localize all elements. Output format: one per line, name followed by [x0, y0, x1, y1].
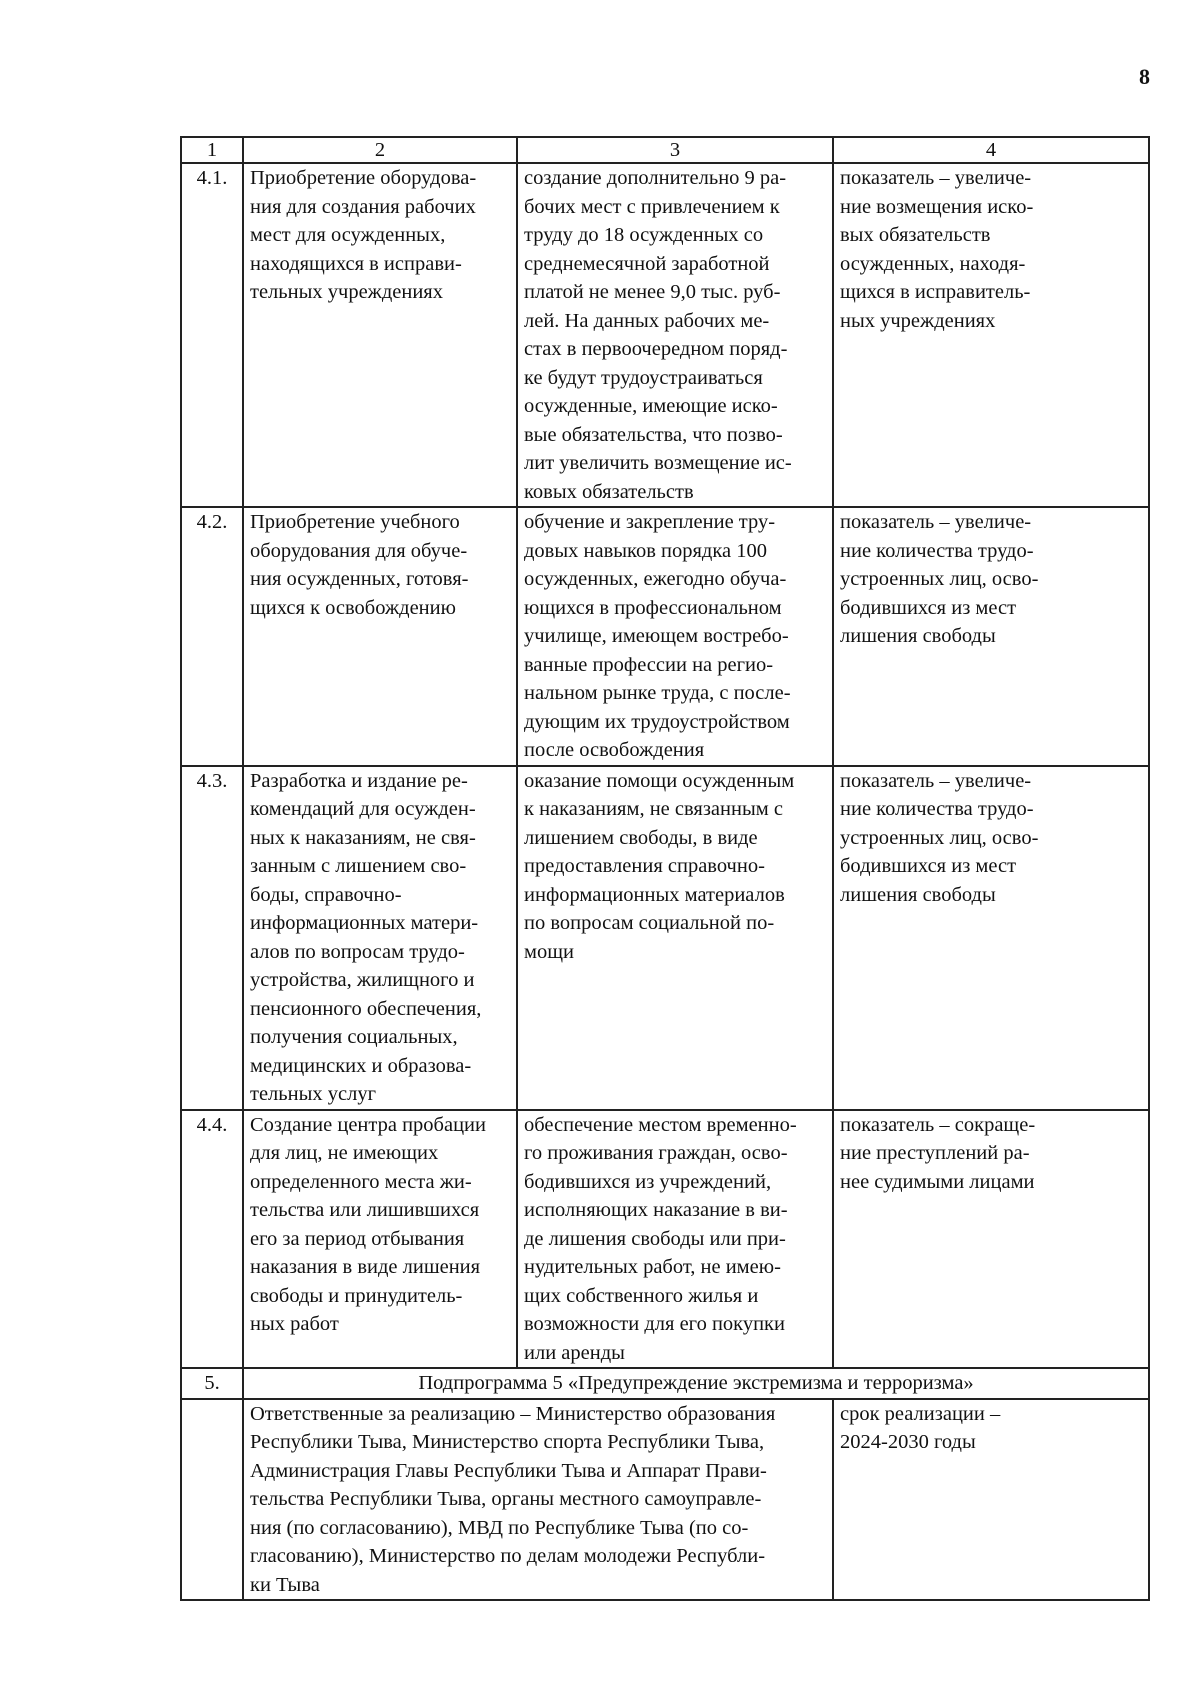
table-row: [181, 507, 1149, 766]
table-header-row: [181, 137, 1149, 163]
measure-name: Разработка и издание ре- комендаций для осужден- ных к наказаниям, не свя- занным с лишением сво- боды, справочно- информационных матери- алов по вопросам трудо- устройства, жилищного и пенсионного обеспечения, получения социальных, медицинских и образова- тельных услуг: [243, 766, 517, 1110]
page-number: 8: [1139, 64, 1150, 89]
measure-result: обеспечение местом временно- го проживания граждан, осво- бодившихся из учреждений, исполняющих наказание в ви- де лишения свободы или при- нудительных работ, не имею- щих собственного жилья и возможности для его покупки или аренды: [517, 1110, 833, 1369]
subprogram-responsible: Ответственные за реализацию – Министерство образования Республики Тыва, Министерство спорта Республики Тыва, Администрация Главы Республики Тыва и Аппарат Прави- тельства Республики Тыва, органы местного самоуправле- ния (по согласованию), МВД по Республике Тыва (по со- гласованию), Министерство по делам молодежи Республи- ки Тыва: [243, 1399, 833, 1601]
subprogram-term: срок реализации – 2024-2030 годы: [833, 1399, 1149, 1601]
measure-result: оказание помощи осужденным к наказаниям, не связанным с лишением свободы, в виде предоставления справочно- информационных материалов по вопросам социальной по- мощи: [517, 766, 833, 1110]
row-number: 4.3.: [181, 766, 243, 1110]
measure-name: Приобретение учебного оборудования для обуче- ния осужденных, готовя- щихся к освобождению: [243, 507, 517, 766]
measure-indicator: показатель – увеличе- ние количества трудо- устроенных лиц, осво- бодившихся из мест лишения свободы: [833, 507, 1149, 766]
table-row: [181, 1110, 1149, 1369]
column-header-4: 4: [833, 137, 1149, 163]
column-header-3: 3: [517, 137, 833, 163]
table-row: [181, 163, 1149, 507]
subprogram-details-row: [181, 1399, 1149, 1601]
subprogram-title-row: [181, 1368, 1149, 1399]
measure-indicator: показатель – увеличе- ние количества трудо- устроенных лиц, осво- бодившихся из мест лишения свободы: [833, 766, 1149, 1110]
measures-table: [180, 136, 1150, 1601]
column-header-1: 1: [181, 137, 243, 163]
measure-name: Приобретение оборудова- ния для создания рабочих мест для осужденных, находящихся в исправи- тельных учреждениях: [243, 163, 517, 507]
column-header-2: 2: [243, 137, 517, 163]
subprogram-title: Подпрограмма 5 «Предупреждение экстремизма и терроризма»: [243, 1368, 1149, 1399]
measure-indicator: показатель – сокраще- ние преступлений ра- нее судимыми лицами: [833, 1110, 1149, 1369]
row-number: 4.1.: [181, 163, 243, 507]
measure-result: создание дополнительно 9 ра- бочих мест с привлечением к труду до 18 осужденных со среднемесячной заработной платой не менее 9,0 тыс. руб- лей. На данных рабочих ме- стах в первоочередном поряд- ке будут трудоустраиваться осужденные, имеющие иско- вые обязательства, что позво- лит увеличить возмещение ис- ковых обязательств: [517, 163, 833, 507]
row-number: 4.4.: [181, 1110, 243, 1369]
table-row: [181, 766, 1149, 1110]
empty-cell: [181, 1399, 243, 1601]
measure-indicator: показатель – увеличе- ние возмещения иско- вых обязательств осужденных, находя- щихся в исправитель- ных учреждениях: [833, 163, 1149, 507]
measure-name: Создание центра пробации для лиц, не имеющих определенного места жи- тельства или лишившихся его за период отбывания наказания в виде лишения свободы и принудитель- ных работ: [243, 1110, 517, 1369]
subprogram-number: 5.: [181, 1368, 243, 1399]
row-number: 4.2.: [181, 507, 243, 766]
measure-result: обучение и закрепление тру- довых навыков порядка 100 осужденных, ежегодно обуча- ющихся в профессиональном училище, имеющем востребо- ванные профессии на регио- нальном рынке труда, с после- дующим их трудоустройством после освобождения: [517, 507, 833, 766]
